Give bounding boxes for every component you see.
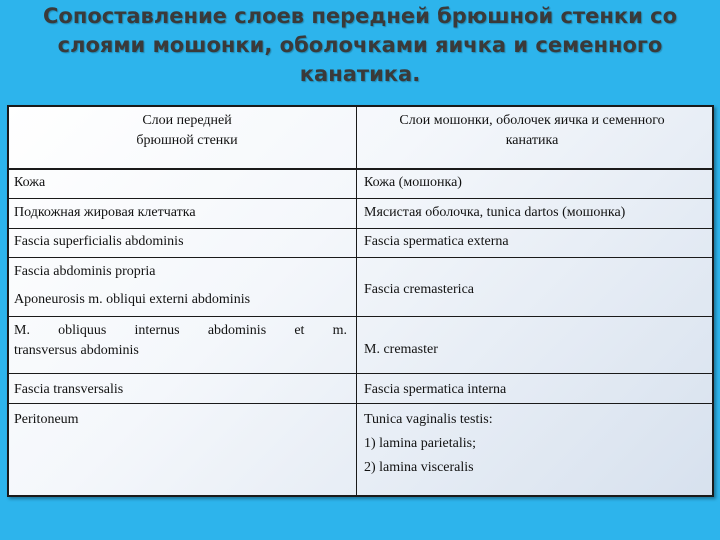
row-right-dartos: Мясистая оболочка, tunica dartos (мошонка) (364, 205, 626, 220)
row-divider (7, 403, 714, 404)
vaginalis-list (364, 434, 709, 478)
row-divider (7, 316, 714, 317)
list-item: 2) lamina visceralis (364, 460, 474, 475)
table-border-left (7, 105, 9, 497)
header-divider (7, 168, 714, 170)
row-right-spermatica-interna: Fascia spermatica interna (364, 382, 507, 397)
row-right-vaginalis (364, 410, 709, 478)
row-right-cremaster: M. cremaster (364, 342, 438, 357)
table-border-bottom (7, 495, 714, 497)
row-divider (7, 373, 714, 374)
comparison-table (7, 105, 714, 497)
table-border-top (7, 105, 714, 107)
row-left-aponeurosis: Aponeurosis m. obliqui externi abdominis (14, 292, 251, 307)
row-right-skin: Кожа (мошонка) (364, 175, 462, 190)
row-right-spermatica-externa: Fascia spermatica externa (364, 234, 509, 249)
row-left-muscles-line2: transversus abdominis (14, 343, 139, 358)
row-divider (7, 257, 714, 258)
row-right-cremasterica: Fascia cremasterica (364, 282, 474, 297)
row-divider (7, 228, 714, 229)
vaginalis-heading: Tunica vaginalis testis: (364, 412, 493, 427)
row-left-fascia-transversalis: Fascia transversalis (14, 382, 124, 397)
row-left-skin: Кожа (14, 175, 46, 190)
row-left-peritoneum: Peritoneum (14, 412, 79, 427)
list-item: 1) lamina parietalis; (364, 436, 476, 451)
header-right: Слои мошонки, оболочек яичка и семенного канатика (399, 113, 665, 148)
row-divider (7, 198, 714, 199)
header-left: Слои передней брюшной стенки (136, 113, 238, 148)
table-border-right (712, 105, 714, 497)
row-left-muscles-line1: M. obliquus internus abdominis et m. (14, 323, 347, 338)
row-left-subcutaneous: Подкожная жировая клетчатка (14, 205, 196, 220)
slide-title: Сопоставление слоев передней брюшной стенки со слоями мошонки, оболочками яичка и семенного канатика. (42, 4, 678, 86)
row-left-fascia-propria: Fascia abdominis propria (14, 264, 156, 279)
row-left-fascia-superficialis: Fascia superficialis abdominis (14, 234, 184, 249)
column-divider (356, 105, 357, 497)
